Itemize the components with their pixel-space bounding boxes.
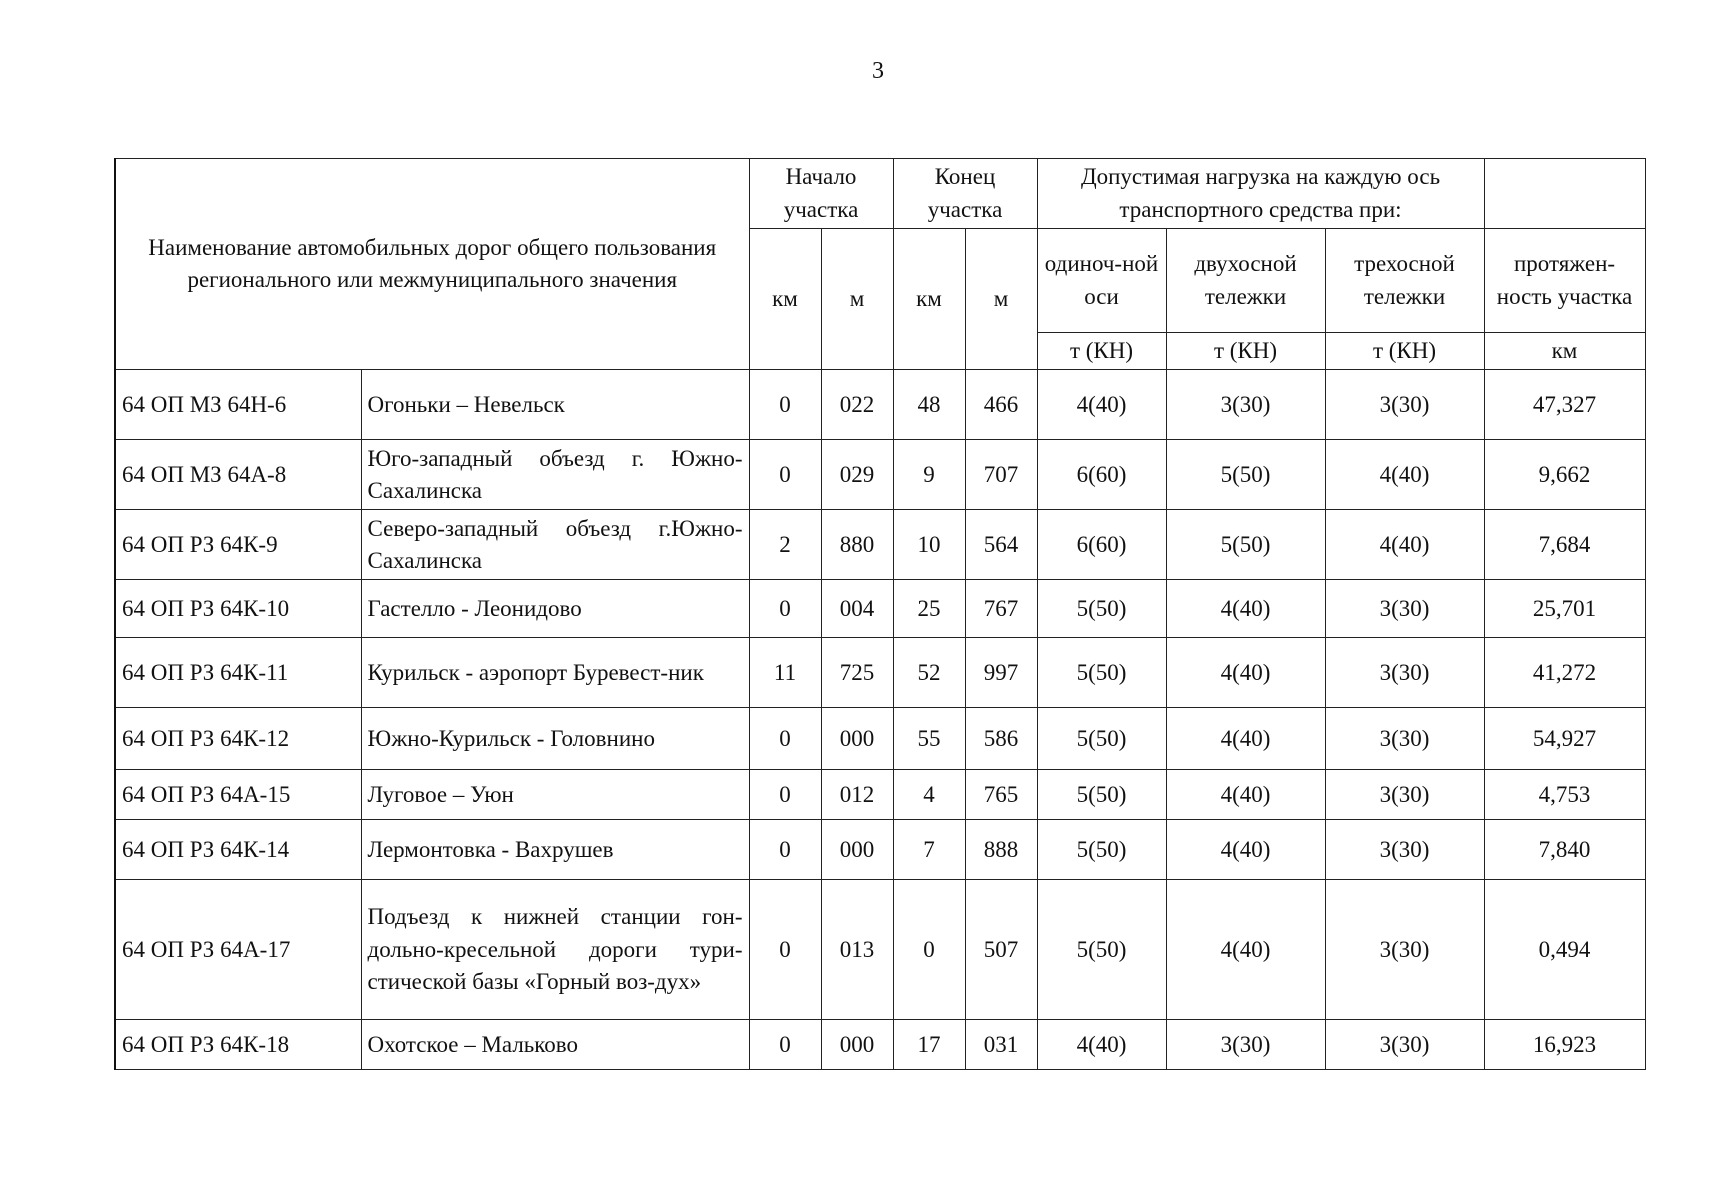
road-code: 64 ОП РЗ 64К-14 <box>115 820 361 880</box>
start-m: 000 <box>821 820 893 880</box>
load-triple: 3(30) <box>1325 820 1484 880</box>
load-single: 5(50) <box>1037 580 1166 638</box>
load-single: 6(60) <box>1037 440 1166 510</box>
start-km: 11 <box>749 638 821 708</box>
road-name: Подъезд к нижней станции гон-дольно-кресельной дороги тури-стической базы «Горный воз-дух» <box>361 880 749 1020</box>
start-m: 000 <box>821 1020 893 1070</box>
end-m: 997 <box>965 638 1037 708</box>
load-triple: 3(30) <box>1325 708 1484 770</box>
table-row <box>115 638 1645 708</box>
load-double: 3(30) <box>1166 370 1325 440</box>
table-row <box>115 580 1645 638</box>
load-single: 5(50) <box>1037 708 1166 770</box>
load-double: 4(40) <box>1166 880 1325 1020</box>
header-road-name: Наименование автомобильных дорог общего пользования регионального или межмуниципального значения <box>115 159 749 370</box>
load-double: 5(50) <box>1166 510 1325 580</box>
road-code: 64 ОП РЗ 64К-18 <box>115 1020 361 1070</box>
header-length: протяжен-ность участка <box>1484 229 1645 333</box>
table-row <box>115 1020 1645 1070</box>
end-km: 48 <box>893 370 965 440</box>
load-double: 4(40) <box>1166 770 1325 820</box>
load-double: 4(40) <box>1166 638 1325 708</box>
load-triple: 3(30) <box>1325 370 1484 440</box>
end-m: 507 <box>965 880 1037 1020</box>
load-single: 5(50) <box>1037 820 1166 880</box>
start-km: 0 <box>749 880 821 1020</box>
road-name: Лермонтовка - Вахрушев <box>361 820 749 880</box>
road-name: Луговое – Уюн <box>361 770 749 820</box>
start-m: 000 <box>821 708 893 770</box>
road-code: 64 ОП РЗ 64К-9 <box>115 510 361 580</box>
section-length: 7,840 <box>1484 820 1645 880</box>
start-km: 0 <box>749 370 821 440</box>
load-double: 4(40) <box>1166 708 1325 770</box>
start-km: 0 <box>749 820 821 880</box>
header-end-m: м <box>965 229 1037 370</box>
end-km: 17 <box>893 1020 965 1070</box>
start-km: 0 <box>749 440 821 510</box>
header-start-km: км <box>749 229 821 370</box>
page-number: 3 <box>872 58 884 84</box>
table-row <box>115 440 1645 510</box>
start-m: 022 <box>821 370 893 440</box>
end-km: 0 <box>893 880 965 1020</box>
end-km: 7 <box>893 820 965 880</box>
end-m: 564 <box>965 510 1037 580</box>
section-length: 4,753 <box>1484 770 1645 820</box>
section-length: 54,927 <box>1484 708 1645 770</box>
header-unit-double: т (КН) <box>1166 333 1325 370</box>
road-name: Курильск - аэропорт Буревест-ник <box>361 638 749 708</box>
end-m: 707 <box>965 440 1037 510</box>
start-m: 029 <box>821 440 893 510</box>
header-start: Начало участка <box>749 159 893 229</box>
table-row <box>115 820 1645 880</box>
end-km: 9 <box>893 440 965 510</box>
road-code: 64 ОП РЗ 64К-11 <box>115 638 361 708</box>
table-row <box>115 770 1645 820</box>
end-m: 765 <box>965 770 1037 820</box>
header-unit-single: т (КН) <box>1037 333 1166 370</box>
road-name: Гастелло - Леонидово <box>361 580 749 638</box>
load-single: 5(50) <box>1037 880 1166 1020</box>
header-triple-axle: трехосной тележки <box>1325 229 1484 333</box>
road-code: 64 ОП РЗ 64К-12 <box>115 708 361 770</box>
end-m: 767 <box>965 580 1037 638</box>
load-double: 3(30) <box>1166 1020 1325 1070</box>
end-m: 466 <box>965 370 1037 440</box>
section-length: 9,662 <box>1484 440 1645 510</box>
start-m: 725 <box>821 638 893 708</box>
road-name: Северо-западный объезд г.Южно-Сахалинска <box>361 510 749 580</box>
load-triple: 3(30) <box>1325 638 1484 708</box>
header-single-axle: одиноч-ной оси <box>1037 229 1166 333</box>
load-double: 4(40) <box>1166 580 1325 638</box>
table-row <box>115 370 1645 440</box>
header-unit-triple: т (КН) <box>1325 333 1484 370</box>
road-code: 64 ОП РЗ 64К-10 <box>115 580 361 638</box>
start-m: 004 <box>821 580 893 638</box>
start-km: 0 <box>749 770 821 820</box>
header-start-m: м <box>821 229 893 370</box>
header-end-km: км <box>893 229 965 370</box>
load-single: 6(60) <box>1037 510 1166 580</box>
end-km: 52 <box>893 638 965 708</box>
load-single: 4(40) <box>1037 1020 1166 1070</box>
load-triple: 3(30) <box>1325 1020 1484 1070</box>
start-m: 880 <box>821 510 893 580</box>
section-length: 16,923 <box>1484 1020 1645 1070</box>
road-name: Юго-западный объезд г. Южно-Сахалинска <box>361 440 749 510</box>
table-row <box>115 708 1645 770</box>
roads-table <box>114 158 1646 1070</box>
start-m: 012 <box>821 770 893 820</box>
road-code: 64 ОП РЗ 64А-15 <box>115 770 361 820</box>
load-double: 5(50) <box>1166 440 1325 510</box>
section-length: 0,494 <box>1484 880 1645 1020</box>
table-row <box>115 510 1645 580</box>
road-name: Охотское – Мальково <box>361 1020 749 1070</box>
load-triple: 4(40) <box>1325 440 1484 510</box>
header-end: Конец участка <box>893 159 1037 229</box>
load-double: 4(40) <box>1166 820 1325 880</box>
load-triple: 3(30) <box>1325 770 1484 820</box>
header-length-top <box>1484 159 1645 229</box>
start-km: 0 <box>749 708 821 770</box>
start-km: 0 <box>749 1020 821 1070</box>
road-name: Огоньки – Невельск <box>361 370 749 440</box>
section-length: 47,327 <box>1484 370 1645 440</box>
road-name: Южно-Курильск - Головнино <box>361 708 749 770</box>
end-m: 031 <box>965 1020 1037 1070</box>
road-code: 64 ОП РЗ 64А-17 <box>115 880 361 1020</box>
header-double-axle: двухосной тележки <box>1166 229 1325 333</box>
load-triple: 3(30) <box>1325 880 1484 1020</box>
end-m: 888 <box>965 820 1037 880</box>
load-single: 4(40) <box>1037 370 1166 440</box>
end-m: 586 <box>965 708 1037 770</box>
start-km: 0 <box>749 580 821 638</box>
section-length: 25,701 <box>1484 580 1645 638</box>
header-unit-length: км <box>1484 333 1645 370</box>
road-code: 64 ОП МЗ 64А-8 <box>115 440 361 510</box>
load-single: 5(50) <box>1037 770 1166 820</box>
end-km: 4 <box>893 770 965 820</box>
section-length: 41,272 <box>1484 638 1645 708</box>
load-triple: 3(30) <box>1325 580 1484 638</box>
load-single: 5(50) <box>1037 638 1166 708</box>
start-m: 013 <box>821 880 893 1020</box>
road-code: 64 ОП МЗ 64Н-6 <box>115 370 361 440</box>
end-km: 10 <box>893 510 965 580</box>
end-km: 25 <box>893 580 965 638</box>
end-km: 55 <box>893 708 965 770</box>
start-km: 2 <box>749 510 821 580</box>
table-row <box>115 880 1645 1020</box>
load-triple: 4(40) <box>1325 510 1484 580</box>
section-length: 7,684 <box>1484 510 1645 580</box>
header-load: Допустимая нагрузка на каждую ось транспортного средства при: <box>1037 159 1484 229</box>
